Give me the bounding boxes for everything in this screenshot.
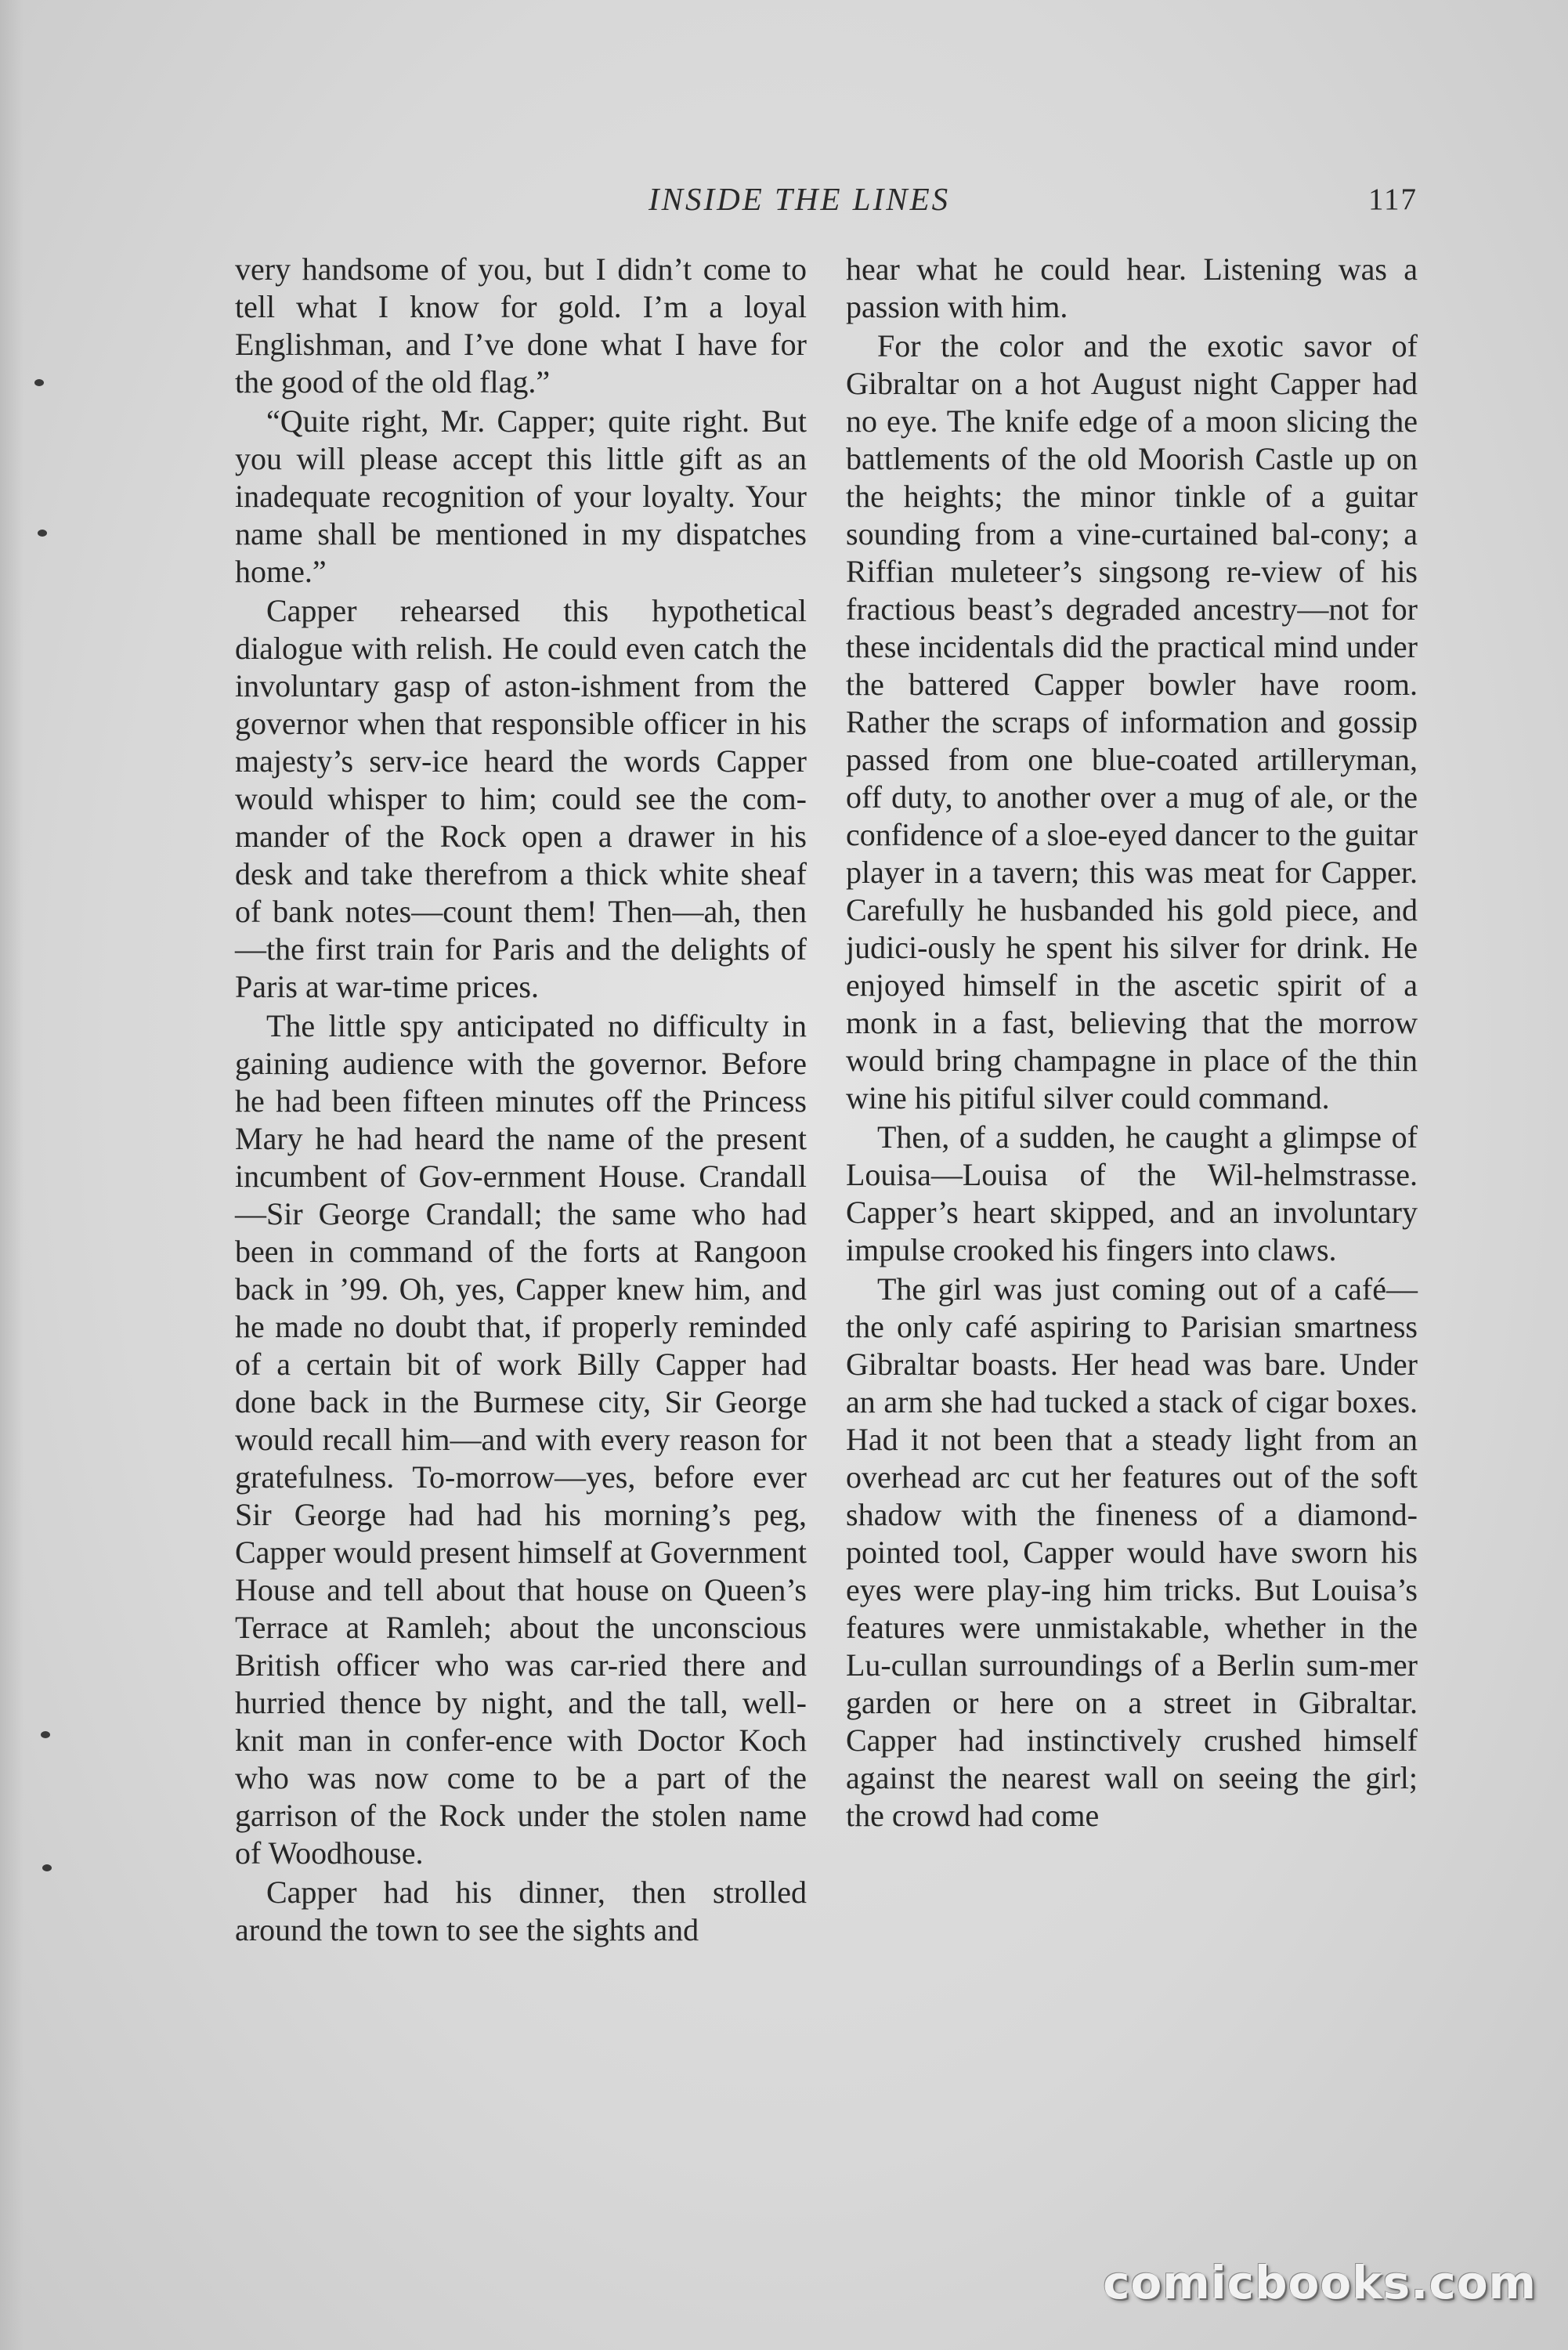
paragraph: hear what he could hear. Listening was a passion with him. [846, 251, 1418, 324]
right-column [846, 251, 1418, 1835]
running-head [235, 180, 1418, 227]
paragraph: Capper had his dinner, then strolled around the town to see the sights and [235, 1875, 807, 1947]
left-column [235, 251, 807, 1949]
paragraph: Then, of a sudden, he caught a glimpse of Louisa—Louisa of the Wil-helmstrasse. Capper’s heart skipped, and an involuntary impulse crooked his fingers into claws. [846, 1119, 1418, 1267]
paragraph: very handsome of you, but I didn’t come to tell what I know for gold. I’m a loyal Englishman, and I’ve done what I have for the good of the old flag.” [235, 251, 807, 400]
page-number: 117 [1367, 183, 1418, 216]
paragraph: The little spy anticipated no difficulty in gaining audience with the governor. Before he had been fifteen minutes off the Princess Mary he had heard the name of the present incumbent of Gov-ernment House. Crandall—Sir George Crandall; the same who had been in command of the forts at Rangoon back in ’99. Oh, yes, Capper knew him, and he made no doubt that, if properly reminded of a certain bit of work Billy Capper had done back in the Burmese city, Sir George would recall him—and with every reason for gratefulness. To-morrow—yes, before ever Sir George had had his morning’s peg, Capper would present himself at Government House and tell about that house on Queen’s Terrace at Ramleh; about the unconscious British officer who was car-ried there and hurried thence by night, and the tall, well-knit man in confer-ence with Doctor Koch who was now come to be a part of the garrison of the Rock under the stolen name of Woodhouse. [235, 1008, 807, 1871]
binding-hole [34, 379, 44, 386]
paragraph: Capper rehearsed this hypothetical dialogue with relish. He could even catch the involuntary gasp of aston-ishment from the governor when that responsible officer in his majesty’s serv-ice heard the words Capper would whisper to him; could see the com-mander of the Rock open a drawer in his desk and take therefrom a thick white sheaf of bank notes—count them! Then—ah, then—the first train for Paris and the delights of Paris at war-time prices. [235, 593, 807, 1004]
binding-hole [38, 530, 47, 537]
running-title: INSIDE THE LINES [649, 181, 951, 217]
binding-hole [42, 1864, 52, 1871]
paragraph: For the color and the exotic savor of Gibraltar on a hot August night Capper had no eye. The knife edge of a moon slicing the battlements of the old Moorish Castle up on the heights; the minor tinkle of a guitar sounding from a vine-curtained bal-cony; a Riffian muleteer’s singsong re-view of his fractious beast’s degraded ancestry—not for these incidentals did the practical mind under the battered Capper bowler have room. Rather the scraps of information and gossip passed from one blue-coated artilleryman, off duty, to another over a mug of ale, or the confidence of a sloe-eyed dancer to the guitar player in a tavern; this was meat for Capper. Carefully he husbanded his gold piece, and judici-ously he spent his silver for drink. He enjoyed himself in the ascetic spirit of a monk in a fast, believing that the morrow would bring champagne in place of the thin wine his pitiful silver could command. [846, 328, 1418, 1115]
site-watermark: comicbooks.com [1103, 2256, 1537, 2309]
binding-hole [41, 1731, 50, 1738]
paragraph: “Quite right, Mr. Capper; quite right. But you will please accept this little gift as an inadequate recognition of your loyalty. Your name shall be mentioned in my dispatches home.” [235, 403, 807, 589]
page-edge-shadow [0, 0, 23, 2350]
paragraph: The girl was just coming out of a café—the only café aspiring to Parisian smartness Gibraltar boasts. Her head was bare. Under an arm she had tucked a stack of cigar boxes. Had it not been that a steady light from an overhead arc cut her features out of the soft shadow with the fineness of a diamond-pointed tool, Capper would have sworn his eyes were play-ing him tricks. But Louisa’s features were unmistakable, whether in the Lu-cullan surroundings of a Berlin sum-mer garden or here on a street in Gibraltar. Capper had instinctively crushed himself against the nearest wall on seeing the girl; the crowd had come [846, 1271, 1418, 1833]
